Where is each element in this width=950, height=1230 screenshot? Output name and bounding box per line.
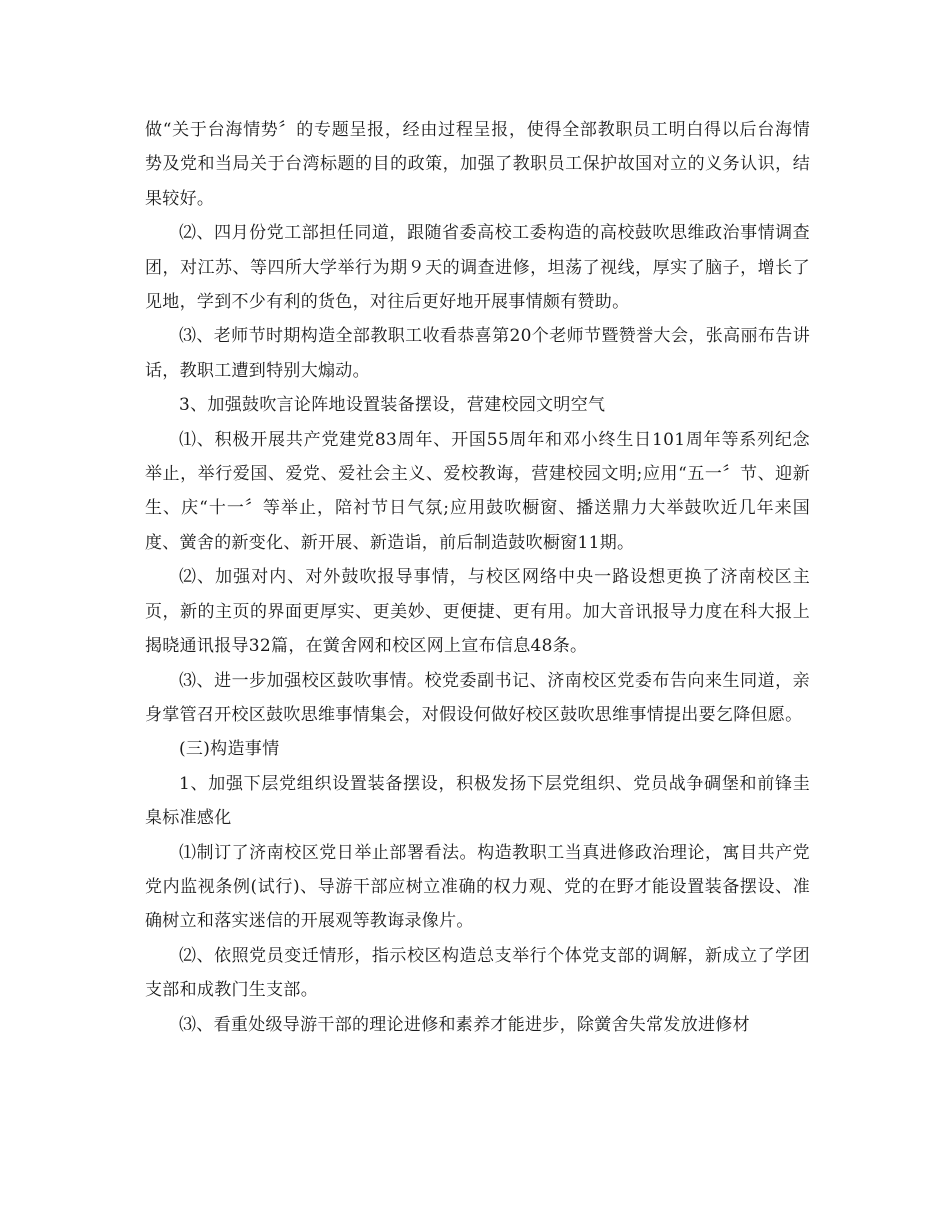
paragraph-1: 做“关于台海情势〞的专题呈报，经由过程呈报，使得全部教职员工明白得以后台海情势及党和当局关于台湾标题的目的政策，加强了教职员工保护故国对立的义务认识，结果较好。 — [145, 120, 810, 209]
paragraph-5: ⑴、积极开展共产党建党83周年、开国55周年和邓小终生日101周年等系列纪念举止，举行爱国、爱党、爱社会主义、爱校教诲，营建校园文明;应用“五一〞节、迎新生、庆“十一〞等举止，陪衬节日气氛;应用鼓吹橱窗、播送鼎力大举鼓吹近几年来国度、黉舍的新变化、新开展、新造诣，前后制造鼓吹橱窗11期。 — [145, 429, 810, 553]
paragraph-7: ⑶、进一步加强校区鼓吹事情。校党委副书记、济南校区党委布告向来生同道，亲身掌管召开校区鼓吹思维事情集会，对假设何做好校区鼓吹思维事情提出要乞降但愿。 — [145, 670, 810, 725]
paragraph-6: ⑵、加强对内、对外鼓吹报导事情，与校区网络中央一路设想更换了济南校区主页，新的主页的界面更厚实、更美妙、更便捷、更有用。加大音讯报导力度在科大报上揭晓通讯报导32篇，在黉舍网和校区网上宣布信息48条。 — [145, 567, 810, 657]
paragraph-10: ⑴制订了济南校区党日举止部署看法。构造教职工当真进修政治理论，寓目共产党党内监视条例(试行)、导游干部应树立准确的权力观、党的在野才能设置装备摆设、准确树立和落实迷信的开展观等教诲录像片。 — [145, 842, 810, 932]
section-heading-3: 3、加强鼓吹言论阵地设置装备摆设，营建校园文明空气 — [179, 395, 606, 416]
document-body — [145, 113, 810, 1042]
paragraph-12: ⑶、看重处级导游干部的理论进修和素养才能进步，除黉舍失常发放进修材 — [179, 1014, 750, 1035]
paragraph-3: ⑶、老师节时期构造全部教职工收看恭喜第20个老师节暨赞誉大会，张高丽布告讲话，教职工遭到特别大煽动。 — [145, 326, 810, 381]
paragraph-2: ⑵、四月份党工部担任同道，跟随省委高校工委构造的高校鼓吹思维政治事情调查团，对江苏、等四所大学举行为期９天的调查进修，坦荡了视线，厚实了脑子，增长了见地，学到不少有利的货色，对往后更好地开展事情颇有赞助。 — [145, 223, 810, 313]
subsection-heading-1: 1、加强下层党组织设置装备摆设，积极发扬下层党组织、党员战争碉堡和前锋圭臬标准感化 — [145, 773, 810, 829]
section-heading-organization: (三)构造事情 — [179, 739, 280, 760]
paragraph-11: ⑵、依照党员变迁情形，指示校区构造总支举行个体党支部的调解，新成立了学团支部和成教门生支部。 — [145, 945, 810, 1001]
